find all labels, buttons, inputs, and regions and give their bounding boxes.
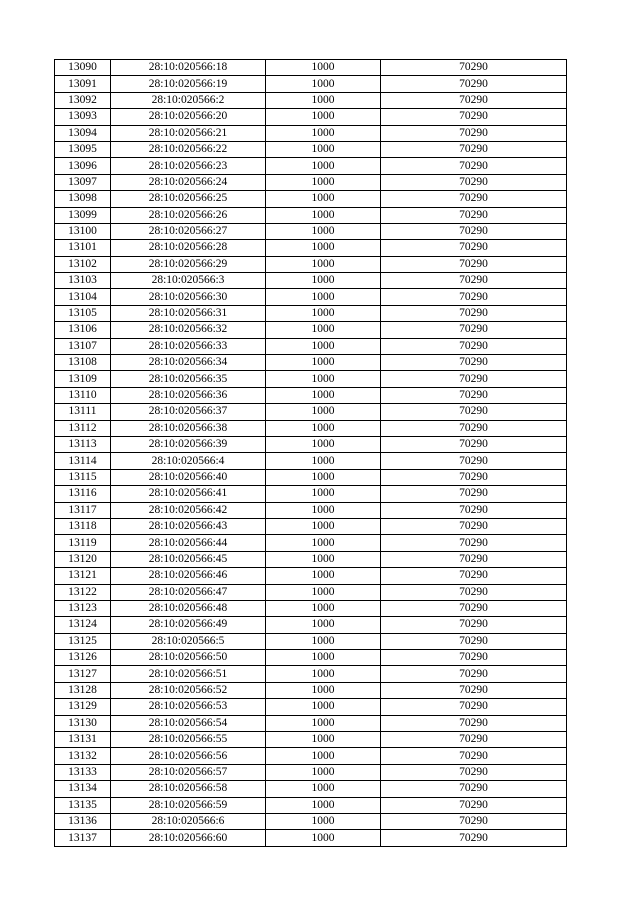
cadastral-number-cell: 28:10:020566:41: [111, 486, 266, 502]
area-cell: 1000: [266, 715, 381, 731]
table-row: [55, 830, 567, 846]
row-number-cell: 13117: [55, 502, 111, 518]
table-row: [55, 141, 567, 157]
table-row: [55, 650, 567, 666]
cadastral-number-cell: 28:10:020566:50: [111, 650, 266, 666]
table-row: [55, 453, 567, 469]
value-cell: 70290: [381, 109, 567, 125]
value-cell: 70290: [381, 600, 567, 616]
row-number-cell: 13126: [55, 650, 111, 666]
value-cell: 70290: [381, 322, 567, 338]
area-cell: 1000: [266, 699, 381, 715]
table-row: [55, 240, 567, 256]
table-row: [55, 256, 567, 272]
table-row: [55, 76, 567, 92]
value-cell: 70290: [381, 174, 567, 190]
cadastral-number-cell: 28:10:020566:58: [111, 781, 266, 797]
table-row: [55, 338, 567, 354]
value-cell: 70290: [381, 289, 567, 305]
area-cell: 1000: [266, 551, 381, 567]
area-cell: 1000: [266, 125, 381, 141]
cadastral-number-cell: 28:10:020566:6: [111, 813, 266, 829]
cadastral-number-cell: 28:10:020566:35: [111, 371, 266, 387]
table-row: [55, 191, 567, 207]
value-cell: 70290: [381, 535, 567, 551]
value-cell: 70290: [381, 158, 567, 174]
row-number-cell: 13098: [55, 191, 111, 207]
area-cell: 1000: [266, 518, 381, 534]
row-number-cell: 13095: [55, 141, 111, 157]
value-cell: 70290: [381, 518, 567, 534]
table-row: [55, 600, 567, 616]
value-cell: 70290: [381, 469, 567, 485]
row-number-cell: 13130: [55, 715, 111, 731]
table-row: [55, 436, 567, 452]
row-number-cell: 13106: [55, 322, 111, 338]
area-cell: 1000: [266, 732, 381, 748]
row-number-cell: 13136: [55, 813, 111, 829]
table-row: [55, 797, 567, 813]
area-cell: 1000: [266, 109, 381, 125]
row-number-cell: 13131: [55, 732, 111, 748]
area-cell: 1000: [266, 535, 381, 551]
value-cell: 70290: [381, 338, 567, 354]
table-row: [55, 518, 567, 534]
value-cell: 70290: [381, 699, 567, 715]
row-number-cell: 13099: [55, 207, 111, 223]
area-cell: 1000: [266, 650, 381, 666]
value-cell: 70290: [381, 387, 567, 403]
area-cell: 1000: [266, 207, 381, 223]
area-cell: 1000: [266, 469, 381, 485]
area-cell: 1000: [266, 486, 381, 502]
value-cell: 70290: [381, 92, 567, 108]
value-cell: 70290: [381, 125, 567, 141]
row-number-cell: 13122: [55, 584, 111, 600]
row-number-cell: 13105: [55, 305, 111, 321]
cadastral-number-cell: 28:10:020566:5: [111, 633, 266, 649]
value-cell: 70290: [381, 666, 567, 682]
area-cell: 1000: [266, 223, 381, 239]
area-cell: 1000: [266, 568, 381, 584]
area-cell: 1000: [266, 600, 381, 616]
cadastral-number-cell: 28:10:020566:55: [111, 732, 266, 748]
table-row: [55, 699, 567, 715]
cadastral-number-cell: 28:10:020566:39: [111, 436, 266, 452]
row-number-cell: 13129: [55, 699, 111, 715]
area-cell: 1000: [266, 273, 381, 289]
area-cell: 1000: [266, 748, 381, 764]
row-number-cell: 13094: [55, 125, 111, 141]
cadastral-number-cell: 28:10:020566:19: [111, 76, 266, 92]
value-cell: 70290: [381, 830, 567, 846]
table-body: [55, 60, 567, 847]
table-row: [55, 502, 567, 518]
row-number-cell: 13107: [55, 338, 111, 354]
area-cell: 1000: [266, 830, 381, 846]
table-row: [55, 289, 567, 305]
area-cell: 1000: [266, 256, 381, 272]
area-cell: 1000: [266, 289, 381, 305]
area-cell: 1000: [266, 174, 381, 190]
row-number-cell: 13132: [55, 748, 111, 764]
cadastral-number-cell: 28:10:020566:34: [111, 355, 266, 371]
row-number-cell: 13102: [55, 256, 111, 272]
value-cell: 70290: [381, 502, 567, 518]
cadastral-number-cell: 28:10:020566:21: [111, 125, 266, 141]
row-number-cell: 13096: [55, 158, 111, 174]
cadastral-number-cell: 28:10:020566:4: [111, 453, 266, 469]
row-number-cell: 13112: [55, 420, 111, 436]
cadastral-number-cell: 28:10:020566:59: [111, 797, 266, 813]
table-row: [55, 584, 567, 600]
value-cell: 70290: [381, 764, 567, 780]
cadastral-number-cell: 28:10:020566:18: [111, 60, 266, 76]
cadastral-number-cell: 28:10:020566:38: [111, 420, 266, 436]
row-number-cell: 13120: [55, 551, 111, 567]
area-cell: 1000: [266, 141, 381, 157]
row-number-cell: 13124: [55, 617, 111, 633]
table-row: [55, 420, 567, 436]
row-number-cell: 13091: [55, 76, 111, 92]
row-number-cell: 13116: [55, 486, 111, 502]
cadastral-number-cell: 28:10:020566:36: [111, 387, 266, 403]
cadastral-number-cell: 28:10:020566:23: [111, 158, 266, 174]
value-cell: 70290: [381, 305, 567, 321]
cadastral-number-cell: 28:10:020566:30: [111, 289, 266, 305]
cadastral-number-cell: 28:10:020566:28: [111, 240, 266, 256]
table-row: [55, 682, 567, 698]
value-cell: 70290: [381, 191, 567, 207]
cadastral-number-cell: 28:10:020566:29: [111, 256, 266, 272]
value-cell: 70290: [381, 273, 567, 289]
table-row: [55, 568, 567, 584]
value-cell: 70290: [381, 76, 567, 92]
value-cell: 70290: [381, 633, 567, 649]
row-number-cell: 13118: [55, 518, 111, 534]
row-number-cell: 13103: [55, 273, 111, 289]
area-cell: 1000: [266, 338, 381, 354]
cadastral-number-cell: 28:10:020566:24: [111, 174, 266, 190]
cadastral-number-cell: 28:10:020566:51: [111, 666, 266, 682]
cadastral-number-cell: 28:10:020566:42: [111, 502, 266, 518]
table-row: [55, 535, 567, 551]
row-number-cell: 13101: [55, 240, 111, 256]
row-number-cell: 13097: [55, 174, 111, 190]
row-number-cell: 13133: [55, 764, 111, 780]
value-cell: 70290: [381, 404, 567, 420]
area-cell: 1000: [266, 420, 381, 436]
value-cell: 70290: [381, 551, 567, 567]
value-cell: 70290: [381, 453, 567, 469]
table-row: [55, 486, 567, 502]
row-number-cell: 13115: [55, 469, 111, 485]
cadastral-number-cell: 28:10:020566:32: [111, 322, 266, 338]
value-cell: 70290: [381, 715, 567, 731]
area-cell: 1000: [266, 76, 381, 92]
table-row: [55, 273, 567, 289]
table-row: [55, 223, 567, 239]
area-cell: 1000: [266, 240, 381, 256]
value-cell: 70290: [381, 617, 567, 633]
value-cell: 70290: [381, 371, 567, 387]
table-row: [55, 92, 567, 108]
value-cell: 70290: [381, 682, 567, 698]
cadastral-number-cell: 28:10:020566:43: [111, 518, 266, 534]
cadastral-number-cell: 28:10:020566:46: [111, 568, 266, 584]
row-number-cell: 13121: [55, 568, 111, 584]
value-cell: 70290: [381, 748, 567, 764]
cadastral-number-cell: 28:10:020566:3: [111, 273, 266, 289]
cadastral-number-cell: 28:10:020566:44: [111, 535, 266, 551]
cadastral-number-cell: 28:10:020566:33: [111, 338, 266, 354]
area-cell: 1000: [266, 191, 381, 207]
value-cell: 70290: [381, 436, 567, 452]
row-number-cell: 13090: [55, 60, 111, 76]
cadastral-number-cell: 28:10:020566:53: [111, 699, 266, 715]
table-row: [55, 748, 567, 764]
area-cell: 1000: [266, 584, 381, 600]
value-cell: 70290: [381, 141, 567, 157]
value-cell: 70290: [381, 781, 567, 797]
row-number-cell: 13092: [55, 92, 111, 108]
row-number-cell: 13127: [55, 666, 111, 682]
area-cell: 1000: [266, 453, 381, 469]
cadastral-number-cell: 28:10:020566:49: [111, 617, 266, 633]
area-cell: 1000: [266, 617, 381, 633]
table-row: [55, 60, 567, 76]
area-cell: 1000: [266, 158, 381, 174]
table-row: [55, 666, 567, 682]
value-cell: 70290: [381, 207, 567, 223]
row-number-cell: 13104: [55, 289, 111, 305]
cadastral-number-cell: 28:10:020566:52: [111, 682, 266, 698]
area-cell: 1000: [266, 305, 381, 321]
table-row: [55, 355, 567, 371]
cadastral-number-cell: 28:10:020566:57: [111, 764, 266, 780]
table-row: [55, 469, 567, 485]
table-row: [55, 174, 567, 190]
row-number-cell: 13113: [55, 436, 111, 452]
area-cell: 1000: [266, 666, 381, 682]
area-cell: 1000: [266, 92, 381, 108]
table-row: [55, 551, 567, 567]
area-cell: 1000: [266, 60, 381, 76]
value-cell: 70290: [381, 797, 567, 813]
cadastral-number-cell: 28:10:020566:22: [111, 141, 266, 157]
cadastral-number-cell: 28:10:020566:54: [111, 715, 266, 731]
table-row: [55, 387, 567, 403]
cadastral-number-cell: 28:10:020566:2: [111, 92, 266, 108]
table-row: [55, 305, 567, 321]
area-cell: 1000: [266, 781, 381, 797]
cadastral-number-cell: 28:10:020566:48: [111, 600, 266, 616]
value-cell: 70290: [381, 355, 567, 371]
area-cell: 1000: [266, 633, 381, 649]
cadastral-number-cell: 28:10:020566:40: [111, 469, 266, 485]
row-number-cell: 13100: [55, 223, 111, 239]
table-row: [55, 715, 567, 731]
cadastral-number-cell: 28:10:020566:37: [111, 404, 266, 420]
area-cell: 1000: [266, 322, 381, 338]
table-row: [55, 158, 567, 174]
row-number-cell: 13114: [55, 453, 111, 469]
value-cell: 70290: [381, 486, 567, 502]
table-row: [55, 732, 567, 748]
row-number-cell: 13128: [55, 682, 111, 698]
area-cell: 1000: [266, 502, 381, 518]
value-cell: 70290: [381, 568, 567, 584]
value-cell: 70290: [381, 240, 567, 256]
row-number-cell: 13111: [55, 404, 111, 420]
row-number-cell: 13123: [55, 600, 111, 616]
area-cell: 1000: [266, 404, 381, 420]
cadastral-number-cell: 28:10:020566:45: [111, 551, 266, 567]
table-row: [55, 633, 567, 649]
value-cell: 70290: [381, 650, 567, 666]
cadastral-number-cell: 28:10:020566:25: [111, 191, 266, 207]
area-cell: 1000: [266, 387, 381, 403]
area-cell: 1000: [266, 436, 381, 452]
table-row: [55, 125, 567, 141]
area-cell: 1000: [266, 813, 381, 829]
area-cell: 1000: [266, 371, 381, 387]
value-cell: 70290: [381, 256, 567, 272]
area-cell: 1000: [266, 764, 381, 780]
value-cell: 70290: [381, 420, 567, 436]
table-row: [55, 109, 567, 125]
cadastral-number-cell: 28:10:020566:47: [111, 584, 266, 600]
row-number-cell: 13135: [55, 797, 111, 813]
table-row: [55, 781, 567, 797]
row-number-cell: 13110: [55, 387, 111, 403]
table-row: [55, 813, 567, 829]
area-cell: 1000: [266, 355, 381, 371]
row-number-cell: 13119: [55, 535, 111, 551]
value-cell: 70290: [381, 732, 567, 748]
table-row: [55, 322, 567, 338]
table-row: [55, 404, 567, 420]
row-number-cell: 13134: [55, 781, 111, 797]
cadastral-number-cell: 28:10:020566:31: [111, 305, 266, 321]
table-row: [55, 371, 567, 387]
row-number-cell: 13093: [55, 109, 111, 125]
table-row: [55, 764, 567, 780]
data-table: [54, 59, 567, 847]
row-number-cell: 13137: [55, 830, 111, 846]
value-cell: 70290: [381, 60, 567, 76]
row-number-cell: 13125: [55, 633, 111, 649]
value-cell: 70290: [381, 813, 567, 829]
row-number-cell: 13108: [55, 355, 111, 371]
value-cell: 70290: [381, 223, 567, 239]
cadastral-number-cell: 28:10:020566:26: [111, 207, 266, 223]
cadastral-number-cell: 28:10:020566:20: [111, 109, 266, 125]
row-number-cell: 13109: [55, 371, 111, 387]
table-row: [55, 617, 567, 633]
cadastral-number-cell: 28:10:020566:56: [111, 748, 266, 764]
value-cell: 70290: [381, 584, 567, 600]
cadastral-number-cell: 28:10:020566:27: [111, 223, 266, 239]
area-cell: 1000: [266, 682, 381, 698]
cadastral-number-cell: 28:10:020566:60: [111, 830, 266, 846]
table-row: [55, 207, 567, 223]
area-cell: 1000: [266, 797, 381, 813]
